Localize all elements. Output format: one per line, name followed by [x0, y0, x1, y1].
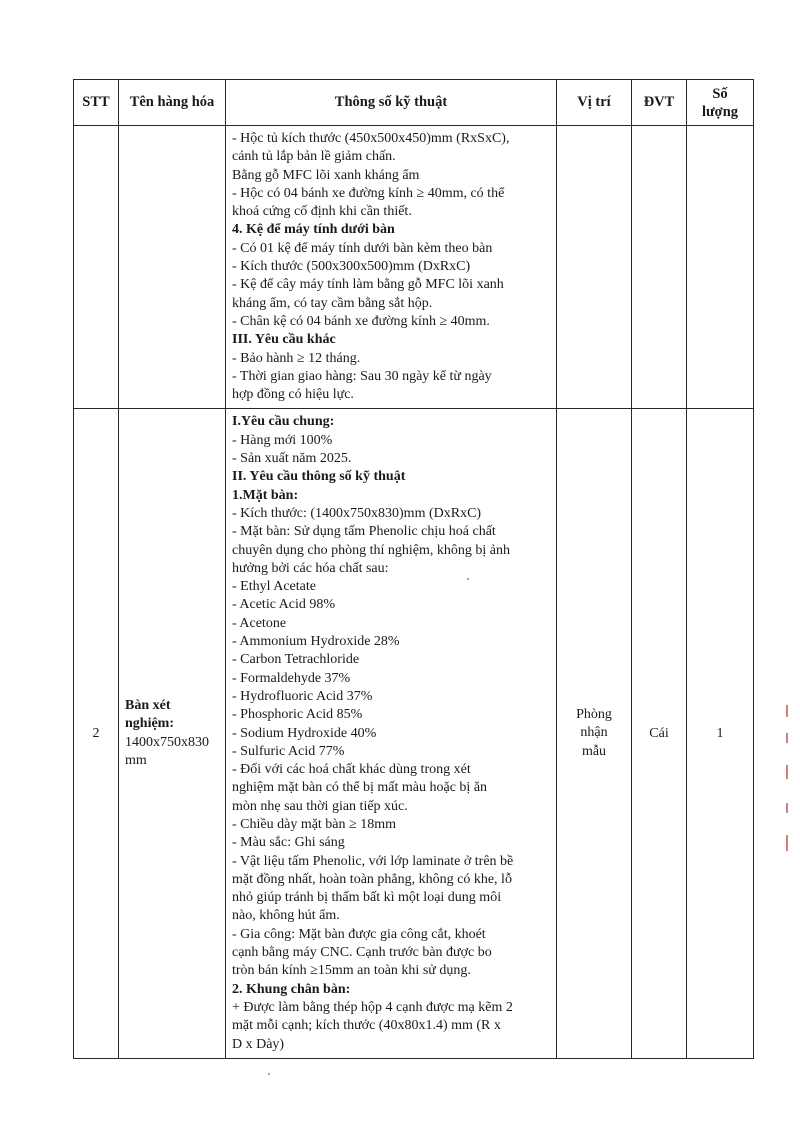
spec-line: - Acetic Acid 98% [232, 597, 336, 613]
location-line2: nhận [580, 725, 608, 741]
scan-speck [467, 578, 469, 580]
item-dimension-line2: mm [125, 753, 147, 769]
spec-line: nào, không hút ẩm. [232, 908, 340, 924]
spec-line: - Kệ để cây máy tính làm bằng gỗ MFC lõi xanh [232, 277, 504, 293]
item-dimension-line1: 1400x750x830 [125, 734, 209, 750]
header-quantity-line1: Số [712, 85, 728, 102]
spec-line: - Hộc tủ kích thước (450x500x450)mm (RxSxC), [232, 131, 510, 146]
spec-line: - Bảo hành ≥ 12 tháng. [232, 350, 361, 366]
spec-line: - Sản xuất năm 2025. [232, 451, 352, 467]
spec-line: - Ethyl Acetate [232, 579, 316, 595]
header-quantity-line2: lượng [701, 103, 739, 120]
spec-line: mặt đồng nhất, hoàn toàn phẳng, không có khe, lỗ [232, 871, 512, 887]
spec-line: - Hydrofluoric Acid 37% [232, 688, 373, 704]
spec-line: - Hàng mới 100% [232, 432, 333, 448]
spec-line: - Màu sắc: Ghi sáng [232, 835, 345, 851]
row1-unit-cell [632, 126, 687, 409]
spec-line: kháng ẩm, có tay cầm bằng sắt hộp. [232, 295, 433, 311]
spec-line: - Ammonium Hydroxide 28% [232, 634, 400, 650]
header-unit: ĐVT [632, 80, 687, 126]
spec-line: cạnh bằng máy CNC. Cạnh trước bàn được bo [232, 945, 492, 961]
row1-stt-cell [74, 126, 119, 409]
row2-stt-cell: 2 [74, 409, 119, 1058]
spec-line: khoá cứng cố định khi cần thiết. [232, 204, 412, 220]
spec-line: II. Yêu cầu thông số kỹ thuật [232, 469, 406, 485]
spec-line: - Hộc có 04 bánh xe đường kính ≥ 40mm, có thể [232, 185, 505, 201]
location-line1: Phòng [576, 706, 612, 722]
row2-location-cell [557, 409, 632, 1058]
header-quantity [687, 80, 754, 126]
spec-line: - Có 01 kệ để máy tính dưới bàn kèm theo bàn [232, 240, 493, 256]
spec-line: mặt mỗi cạnh; kích thước (40x80x1.4) mm (R x [232, 1018, 501, 1034]
spec-line: - Chiều dày mặt bàn ≥ 18mm [232, 816, 396, 832]
spec-line: III. Yêu cầu khác [232, 332, 336, 348]
table-header-row [74, 80, 754, 126]
spec-line: - Vật liệu tấm Phenolic, với lớp laminate ở trên bề [232, 853, 514, 869]
header-location: Vị trí [557, 80, 632, 126]
table-row [74, 409, 754, 1058]
spec-line: - Chân kệ có 04 bánh xe đường kính ≥ 40mm. [232, 313, 490, 329]
row1-location-cell [557, 126, 632, 409]
spec-line: + Được làm bằng thép hộp 4 cạnh được mạ kẽm 2 [232, 999, 513, 1015]
spec-line: - Kích thước: (1400x750x830)mm (DxRxC) [232, 505, 482, 521]
spec-line: chuyên dụng cho phòng thí nghiệm, không bị ảnh [232, 542, 511, 558]
spec-line: mòn nhẹ sau thời gian tiếp xúc. [232, 798, 408, 814]
row1-qty-cell [687, 126, 754, 409]
spec-line: - Thời gian giao hàng: Sau 30 ngày kể từ ngày [232, 368, 492, 384]
spec-line: - Kích thước (500x300x500)mm (DxRxC) [232, 259, 471, 275]
row2-qty-cell: 1 [687, 409, 754, 1058]
spec-line: - Mặt bàn: Sử dụng tấm Phenolic chịu hoá chất [232, 524, 496, 540]
spec-line: cánh tủ lắp bản lề giảm chấn. [232, 149, 396, 165]
spec-line: tròn bán kính ≥15mm an toàn khi sử dụng. [232, 963, 471, 979]
spec-line: - Sulfuric Acid 77% [232, 743, 345, 759]
item-name-line1: Bàn xét [125, 697, 171, 713]
spec-line: nghiệm mặt bàn có thể bị mất màu hoặc bị ăn [232, 780, 488, 796]
row2-unit-cell: Cái [632, 409, 687, 1058]
spec-line: - Sodium Hydroxide 40% [232, 725, 377, 741]
spec-line: Bằng gỗ MFC lõi xanh kháng ẩm [232, 167, 420, 183]
spec-line: 1.Mặt bàn: [232, 487, 299, 503]
row2-name-cell [119, 409, 226, 1058]
spec-line: hợp đồng có hiệu lực. [232, 387, 354, 403]
spec-line: 4. Kệ để máy tính dưới bàn [232, 222, 395, 238]
spec-line: - Đối với các hoá chất khác dùng trong xét [232, 762, 471, 778]
spec-line: hưởng bởi các hóa chất sau: [232, 560, 389, 576]
specification-table [73, 79, 754, 1059]
spec-line: I.Yêu cầu chung: [232, 414, 335, 430]
spec-line: - Acetone [232, 615, 287, 631]
spec-line: D x Dày) [232, 1036, 285, 1052]
spec-line: - Formaldehyde 37% [232, 670, 351, 686]
scan-speck [268, 1073, 270, 1075]
spec-line: - Phosphoric Acid 85% [232, 707, 363, 723]
row2-spec-cell [226, 409, 557, 1058]
row1-name-cell [119, 126, 226, 409]
spec-line: - Carbon Tetrachloride [232, 652, 360, 668]
margin-stamp-marks [786, 705, 796, 855]
header-item-name: Tên hàng hóa [119, 80, 226, 126]
item-name-line2: nghiệm: [125, 716, 174, 732]
table-row [74, 126, 754, 409]
row1-spec-cell [226, 126, 557, 409]
header-specifications: Thông số kỹ thuật [226, 80, 557, 126]
spec-line: 2. Khung chân bàn: [232, 981, 351, 997]
spec-line: nhỏ giúp tránh bị thấm bất kì một loại dung môi [232, 890, 502, 906]
spec-line: - Gia công: Mặt bàn được gia công cắt, khoét [232, 926, 486, 942]
location-line3: mẫu [581, 743, 607, 759]
header-stt: STT [74, 80, 119, 126]
